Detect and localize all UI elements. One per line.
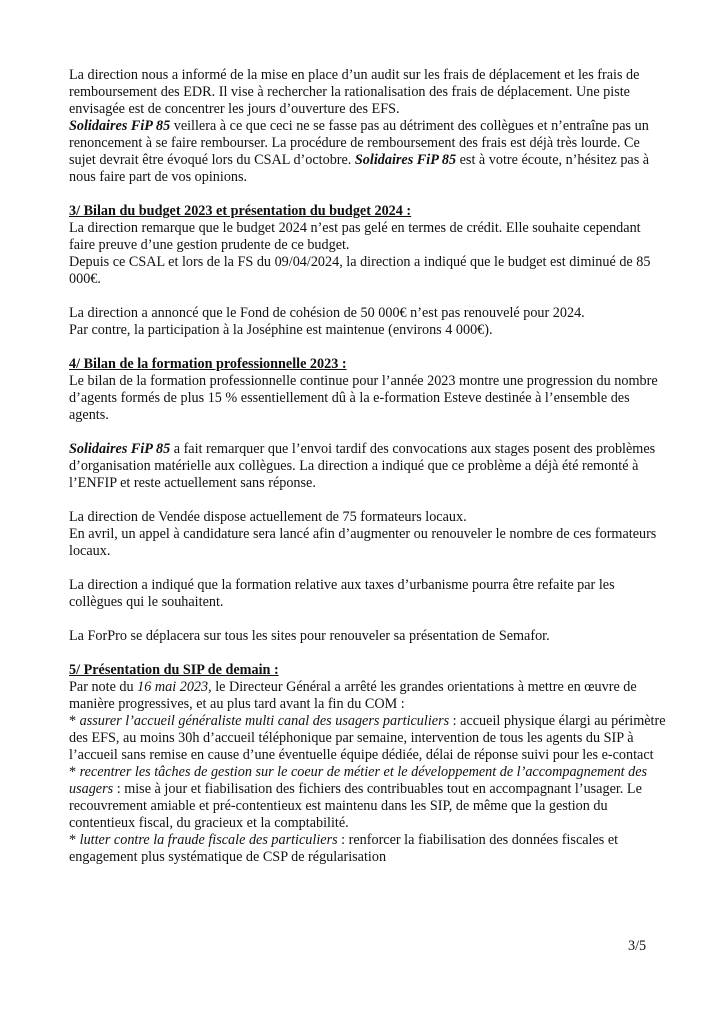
- bullet-title: lutter contre la fraude fiscale des particuliers: [79, 832, 338, 848]
- budget-paragraph: Depuis ce CSAL et lors de la FS du 09/04/2024, la direction a indiqué que le budget est diminué de 85 000€.: [69, 254, 651, 287]
- formation-paragraph: La direction a indiqué que la formation relative aux taxes d’urbanisme pourra être refaite par les collègues qui le souhaitent.: [69, 577, 615, 610]
- formation-paragraph: En avril, un appel à candidature sera lancé afin d’augmenter ou renouveler le nombre de ces formateurs locaux.: [69, 526, 657, 559]
- budget-paragraph: La direction remarque que le budget 2024 n’est pas gelé en termes de crédit. Elle souhaite cependant faire preuve d’une gestion prudente de ce budget.: [69, 220, 641, 253]
- spacer: [69, 339, 667, 356]
- org-name: Solidaires FiP 85: [69, 118, 171, 134]
- bullet-text: : renforcer la fiabilisation des données fiscales et engagement plus systématique de CSP de régularisation: [69, 832, 619, 865]
- formation-paragraph: La direction de Vendée dispose actuellement de 75 formateurs locaux.: [69, 509, 467, 525]
- spacer: [69, 186, 667, 203]
- budget-paragraph: La direction a annoncé que le Fond de cohésion de 50 000€ n’est pas renouvelé pour 2024.: [69, 305, 585, 321]
- section-heading-budget: 3/ Bilan du budget 2023 et présentation du budget 2024 :: [69, 203, 412, 219]
- formation-paragraph: [69, 441, 667, 492]
- formation-paragraph: Le bilan de la formation professionnelle continue pour l’année 2023 montre une progression du nombre d’agents formés de plus 15 % essentiellement dû à la e-formation Esteve destinée à l’ensemble des agents.: [69, 373, 658, 423]
- spacer: [69, 560, 667, 577]
- paragraph-text: , le Directeur Général a arrêté les grandes orientations à mettre en œuvre de manière progressives, et au plus tard avant la fin du COM :: [69, 679, 637, 712]
- org-name: Solidaires FiP 85: [354, 152, 457, 168]
- sip-bullet: [69, 713, 667, 764]
- paragraph-text: est à votre écoute, n’hésitez pas à nous faire part de vos opinions.: [69, 152, 650, 185]
- spacer: [69, 424, 667, 441]
- audit-paragraph: La direction nous a informé de la mise en place d’un audit sur les frais de déplacement et les frais de remboursement des EDR. Il vise à rechercher la rationalisation des frais de déplacement. Une piste envisagée est de concentrer les jours d’ouverture des EFS.: [69, 67, 640, 117]
- formation-paragraph: La ForPro se déplacera sur tous les sites pour renouveler sa présentation de Semafor.: [69, 628, 550, 644]
- sip-bullet: [69, 764, 667, 832]
- note-date: 16 mai 2023: [137, 679, 209, 695]
- spacer: [69, 645, 667, 662]
- section-heading-sip: 5/ Présentation du SIP de demain :: [69, 662, 279, 678]
- paragraph-text: a fait remarquer que l’envoi tardif des convocations aux stages posent des problèmes d’organisation matérielle aux collègues. La direction a indiqué que ce problème a déjà été remonté à l’ENFIP et reste actuellement sans réponse.: [69, 441, 656, 491]
- bullet-text: : mise à jour et fiabilisation des fichiers des contribuables tout en accompagnant l’usager. Le recouvrement amiable et pré-contentieux est maintenu dans les SIP, de même que la gestion du contentieux fiscal, du gracieux et la comptabilité.: [69, 781, 642, 831]
- sip-intro: [69, 679, 667, 713]
- bullet-marker: *: [69, 713, 80, 729]
- spacer: [69, 492, 667, 509]
- page-number: 3/5: [628, 938, 647, 954]
- bullet-marker: *: [69, 764, 80, 780]
- bullet-title: assurer l’accueil généraliste multi canal des usagers particuliers: [79, 713, 450, 729]
- spacer: [69, 611, 667, 628]
- bullet-text: : accueil physique élargi au périmètre des EFS, au moins 30h d’accueil téléphonique par semaine, intervention de tous les agents du SIP à l’accueil sans remise en cause d’une éventuelle équipe dédiée, délai de réponse suivi pour les e-contact: [69, 713, 666, 763]
- spacer: [69, 288, 667, 305]
- paragraph-text: Par note du: [69, 679, 138, 695]
- org-name: Solidaires FiP 85: [69, 441, 171, 457]
- bullet-title: recentrer les tâches de gestion sur le coeur de métier et le développement de l’accompagnement des usagers: [69, 764, 648, 797]
- bullet-marker: *: [69, 832, 80, 848]
- sip-bullet: [69, 832, 667, 866]
- document-body: [69, 67, 667, 866]
- paragraph-text: veillera à ce que ceci ne se fasse pas au détriment des collègues et n’entraîne pas un renoncement à se faire rembourser. La procédure de remboursement des frais est déjà très lourde. Ce sujet devrait être évoqué lors du CSAL d’octobre.: [69, 118, 649, 168]
- budget-paragraph: Par contre, la participation à la Joséphine est maintenue (environs 4 000€).: [69, 322, 493, 338]
- solidaires-paragraph: [69, 118, 667, 186]
- section-heading-formation: 4/ Bilan de la formation professionnelle 2023 :: [69, 356, 347, 372]
